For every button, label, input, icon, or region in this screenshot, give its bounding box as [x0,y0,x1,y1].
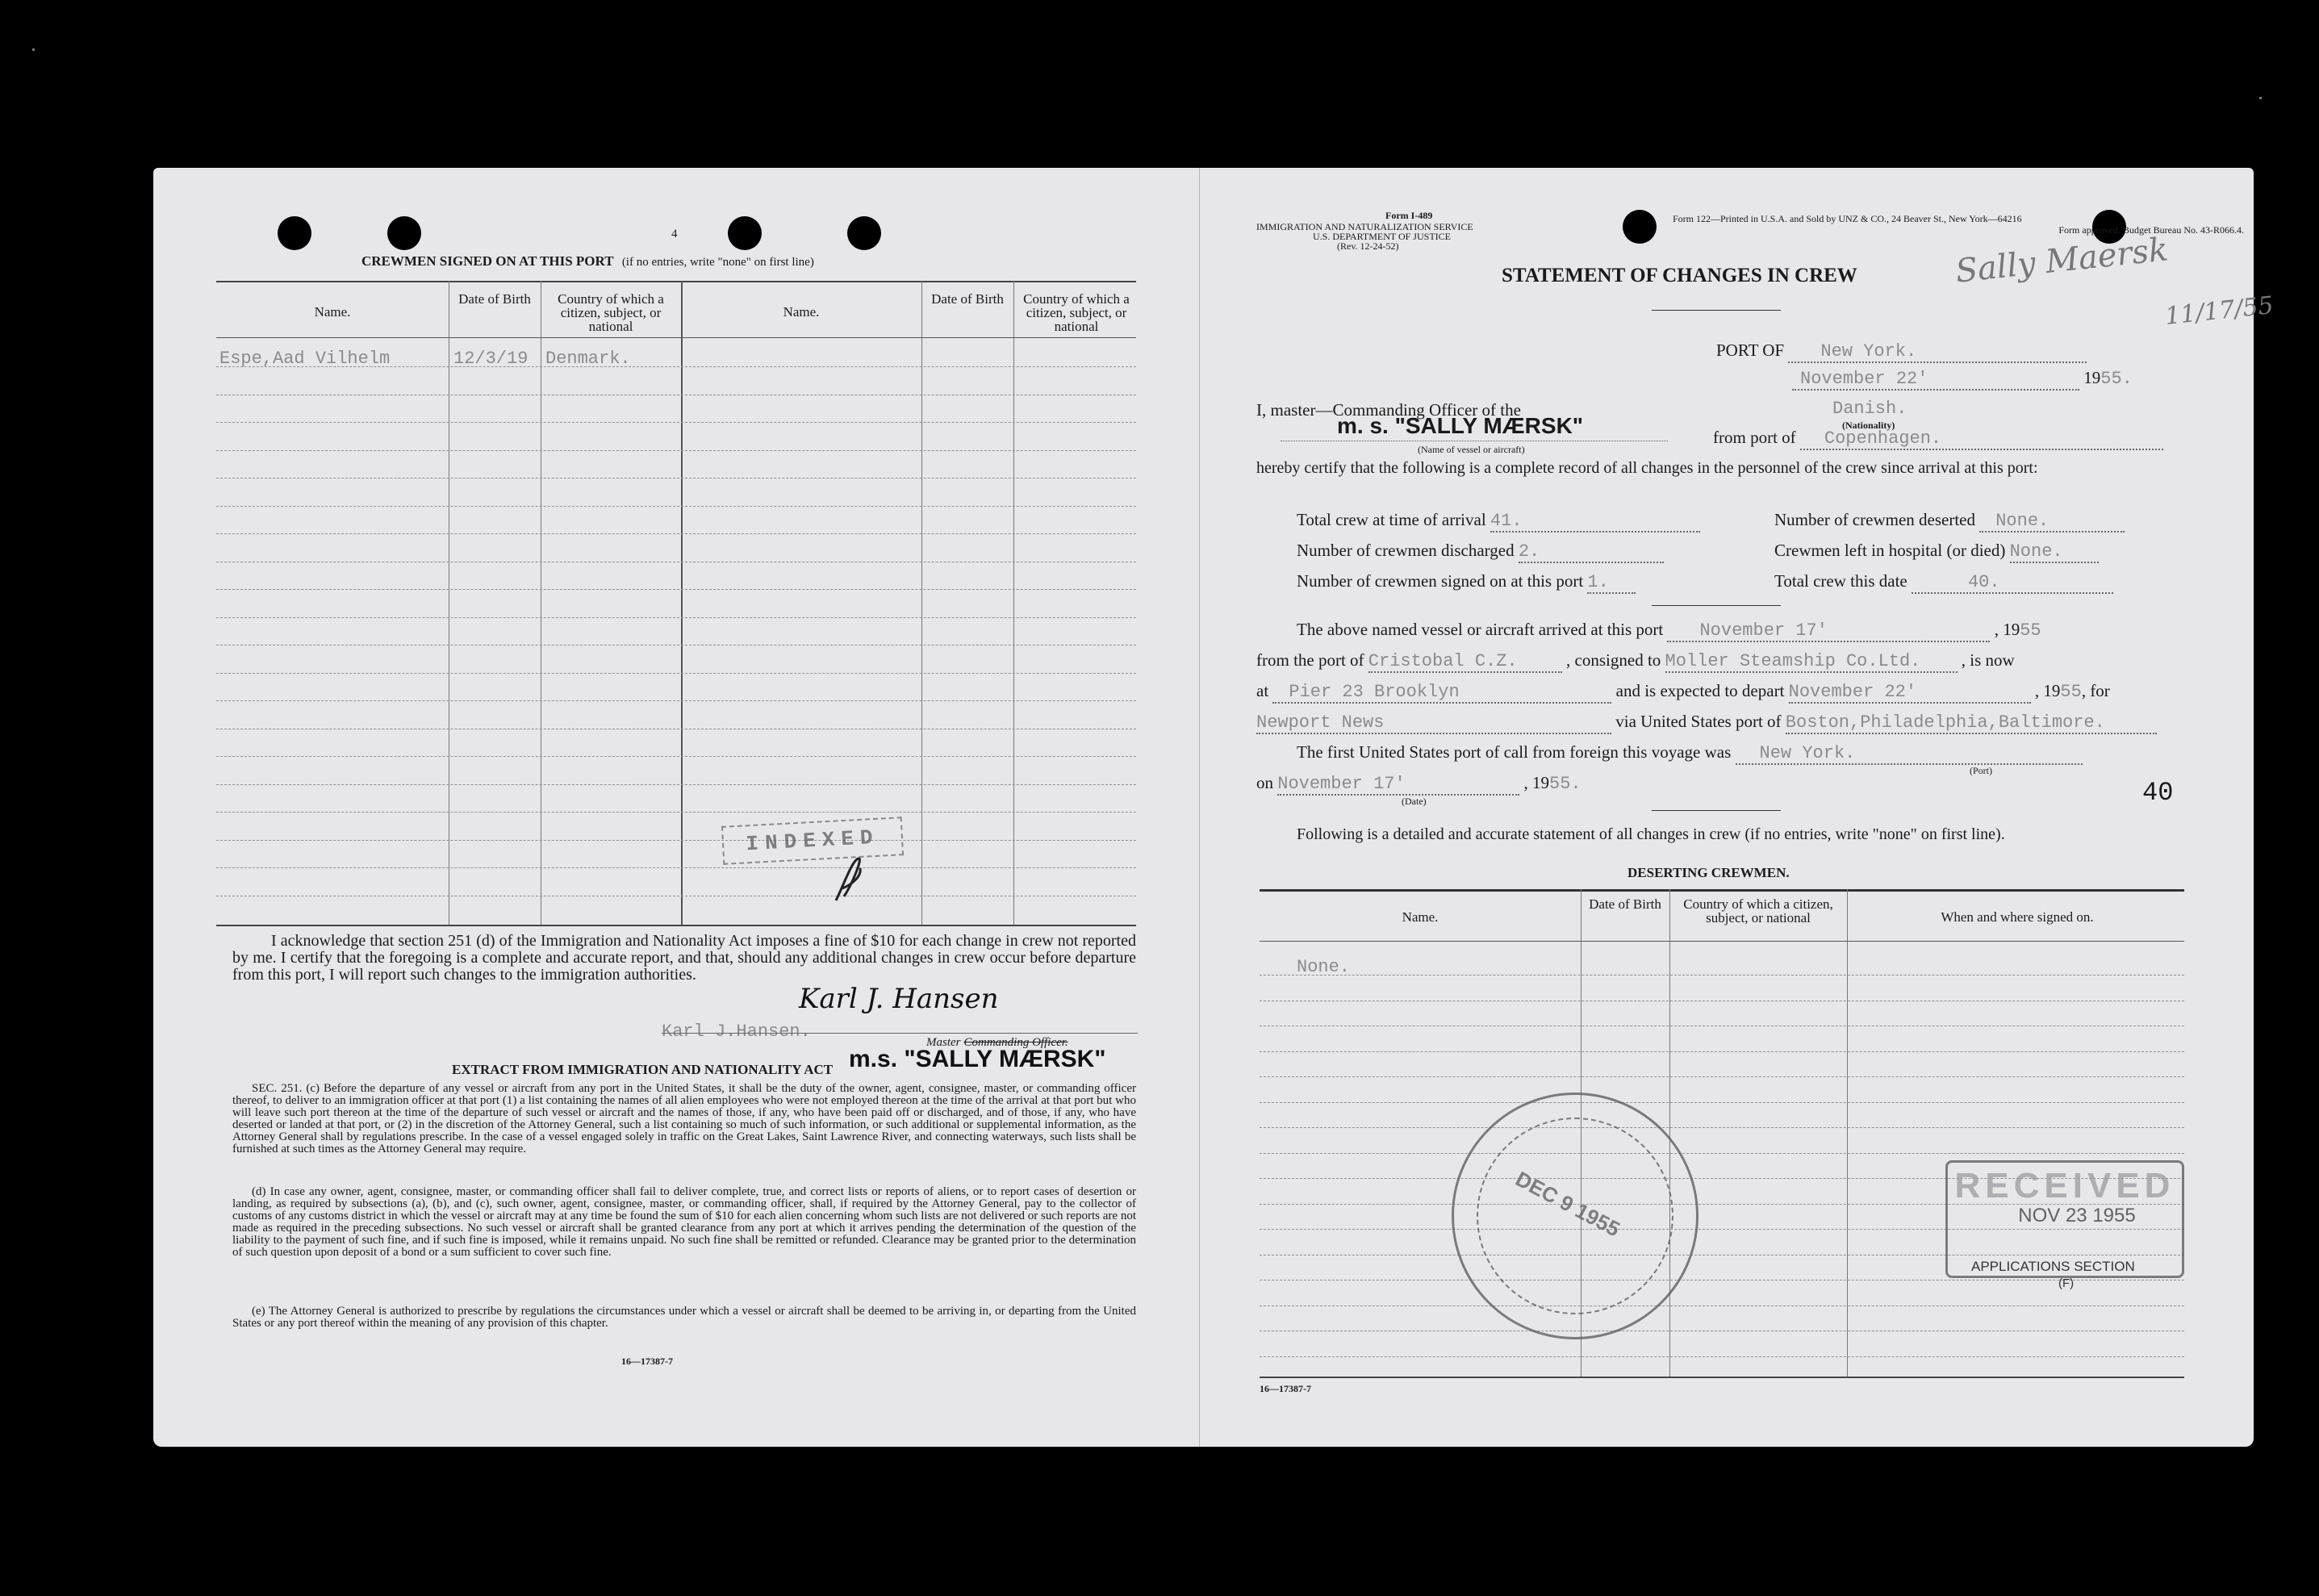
separator-rule [1652,810,1781,811]
col-divider [1013,281,1014,925]
hospital-line [1774,541,2099,563]
on-label: on [1256,773,1273,792]
punch-hole [728,216,762,250]
deserting-bottom-rule [1260,1377,2184,1378]
deserting-col-dob: Date of Birth [1589,896,1661,912]
budget-note: Form approved. Budget Bureau No. 43-R066.4. [2058,224,2244,236]
row-rule [216,867,1136,868]
vessel-caption: (Name of vessel or aircraft) [1418,444,1525,455]
sec-251-c: SEC. 251. (c) Before the departure of any vessel or aircraft from any port in the United States, it shall be the duty of the owner, agent, consignee, master, or commanding officer thereof, to deliver to an immigration officer at that port (1) a list containing the names of all alien employees who were not employed thereon at the time of the arrival at that port but who will leave such port thereon at the time of the departure of such vessel or aircraft and the names of those, if any, who have been paid off or discharged, and of those, if any, who have deserted or landed at that port, or (2) in the discretion of the Attorney General, such a list containing so much of such information, or such additional or supplemental information, as the Attorney General shall by regulations prescribe. In the case of a vessel engaged solely in traffic on the Great Lakes, Saint Lawrence River, and connecting waterways, such lists shall be furnished at such times as the Attorney General may require. [232,1082,1136,1155]
consigned-value: Moller Steamship Co.Ltd. [1665,651,1958,673]
header-rule [216,337,1136,338]
col-divider [1847,889,1848,1377]
for-value: Newport News [1256,712,1611,734]
row-rule [1260,1280,2184,1281]
on-year: 55. [1549,774,1582,794]
on-value: November 17' [1277,774,1519,796]
is-now: is now [1970,650,2015,670]
total-arrival-value: 41. [1490,511,1700,533]
row-rule [1260,1102,2184,1103]
col-header-country: Country of which a citizen, subject, or national [1023,291,1130,334]
extract-title: EXTRACT FROM IMMIGRATION AND NATIONALITY ACT [452,1062,834,1077]
expected-year: 55 [2060,682,2082,702]
from-port-label: from port of [1713,428,1796,447]
from-port-value: Copenhagen. [1800,428,2163,450]
row-rule [216,756,1136,757]
date-line [1792,368,2133,391]
arrived-line: The above named vessel or aircraft arrived at this port November 17' , 1955 [1297,620,2041,641]
applications-sub: (F) [2058,1276,2075,1290]
via-label: via United States port of [1615,712,1782,731]
master-line: I, master—Commanding Officer of the [1256,400,1521,420]
table-bottom-rule [216,925,1136,926]
discharged-value: 2. [1519,541,1664,563]
handwritten-40: 40 [2142,778,2174,808]
col-header-dob: Date of Birth [458,291,531,307]
typed-signature: Karl J.Hansen. [662,1022,811,1042]
entry-country: Denmark. [545,349,631,369]
row-rule [1260,1051,2184,1052]
handwritten-date: 11/17/55 [2163,291,2275,331]
deserting-col-signed-on: When and where signed on. [1941,909,2094,925]
department: U.S. DEPARTMENT OF JUSTICE [1313,231,1451,242]
hospital-value: None. [2010,541,2099,563]
deserting-col-name: Name. [1402,909,1439,925]
punch-hole [278,216,311,250]
nationality-value: Danish. [1832,399,1907,419]
from-the-port-value: Cristobal C.Z. [1368,651,1562,673]
deserting-header-rule [1260,941,2184,942]
deserted-label: Number of crewmen deserted [1774,510,1975,529]
deserted-value: None. [1979,511,2125,533]
sec-251-d: (d) In case any owner, agent, consignee, master, or commanding officer shall fail to deliver complete, true, and correct lists or reports of aliens, or to report cases of desertion or landing, as required by subsections (a), (b), and (c), such owner, agent, consignee, master, or commanding officer, shall, if required by the Attorney General, pay to the collector of customs of any customs district in which the vessel or aircraft may at any time be found the sum of $10 for each alien concerning whom such lists are not delivered or such reports are not made as required in the preceding subsections. No such vessel or aircraft shall be granted clearance from any port at which it arrives pending the determination of the question of the liability to the payment of such fine, and if such fine is imposed, while it remains unpaid. No such fine shall be remitted or refunded. Clearance may be granted prior to the determination of such question upon deposit of a bond or a sum sufficient to cover such fine. [232,1185,1136,1259]
entry-dob: 12/3/19 [453,349,529,369]
punch-hole [1623,210,1657,244]
agency: IMMIGRATION AND NATURALIZATION SERVICE [1256,221,1473,232]
row-rule [1260,1153,2184,1154]
row-rule [216,589,1136,590]
section-title [361,253,814,269]
print-code: 16—17387-7 [621,1356,673,1367]
vessel-stamp: m.s. "SALLY MÆRSK" [849,1046,1106,1072]
on-line: on November 17' , 1955. [1256,773,1582,794]
date-caption: (Date) [1402,796,1427,807]
total-this-date-line [1774,571,2113,594]
total-arrival-label: Total crew at time of arrival [1297,510,1486,529]
port-value: New York. [1788,341,2087,363]
row-rule [216,700,1136,701]
sec-251-e: (e) The Attorney General is authorized to prescribe by regulations the circumstances under which a vessel or aircraft shall be deemed to be arriving in, or departing from the United States or any port thereof within the meaning of any provision of this chapter. [232,1305,1136,1330]
handwritten-signature: Karl J. Hansen [799,983,999,1015]
year-value: 55. [2100,369,2133,389]
total-this-date-label: Total crew this date [1774,571,1907,591]
year-prefix: 19 [2083,368,2101,387]
col-header-dob: Date of Birth [931,291,1004,307]
row-rule [216,450,1136,451]
port-label: PORT OF [1716,341,1785,360]
postmark-stamp [1452,1093,1699,1339]
at-line: at Pier 23 Brooklyn and is expected to depart November 22' , 1955, for [1256,681,2110,702]
entry-name: Espe,Aad Vilhelm [219,349,391,369]
port-caption: (Port) [1970,765,1992,776]
vessel-name: m. s. "SALLY MÆRSK" [1337,413,1584,438]
handwritten-vessel-name: Sally Maersk [1953,231,2171,290]
deserting-title: DESERTING CREWMEN. [1627,865,1790,880]
revision: (Rev. 12-24-52) [1337,240,1399,252]
table-top-rule [216,281,1136,282]
row-rule [216,533,1136,534]
separator-rule [1652,605,1781,606]
first-port-value: New York. [1736,743,2083,765]
section-title-text: CREWMEN SIGNED ON AT THIS PORT [361,253,614,269]
speck [32,48,35,51]
discharged-line [1297,541,1664,563]
expected-label: and is expected to depart [1615,681,1785,700]
signed-on-line [1297,571,1636,594]
expected-value: November 22' [1789,682,2031,704]
col-divider [681,281,683,925]
via-line [1256,712,2157,734]
first-port-line [1297,742,2083,765]
speck [2259,97,2262,99]
row-rule [1260,1076,2184,1077]
initials-mark [828,852,868,909]
right-page [1199,168,2275,1447]
print-code: 16—17387-7 [1260,1383,1311,1394]
hospital-label: Crewmen left in hospital (or died) [1774,541,2006,560]
total-this-date-value: 40. [1912,572,2113,594]
page-number: 4 [671,228,678,240]
from-port-line [1713,428,2163,450]
postmark-date: DEC 9 1955 [1511,1166,1624,1242]
deserted-line [1774,510,2125,533]
date-value: November 22' [1792,369,2079,391]
title-rule [1652,310,1781,311]
deserting-top-rule [1260,889,2184,892]
signed-on-value: 1. [1587,572,1636,594]
arrived-year: 55 [2020,620,2041,641]
punch-hole [387,216,421,250]
port-line [1716,341,2087,363]
punch-hole [847,216,881,250]
signature-line [662,1033,1138,1034]
row-rule [216,422,1136,423]
following-text: Following is a detailed and accurate statement of all changes in crew (if no entries, write "none" on first line). [1297,825,2005,843]
arrived-label: The above named vessel or aircraft arrived at this port [1297,620,1664,639]
indexed-stamp: INDEXED [721,817,904,865]
at-value: Pier 23 Brooklyn [1272,682,1611,704]
col-header-name: Name. [314,304,351,320]
applications-section: APPLICATIONS SECTION [1971,1259,2135,1274]
row-rule [1260,1356,2184,1357]
row-rule [216,840,1136,841]
via-value: Boston,Philadelphia,Baltimore. [1786,712,2157,734]
row-rule [216,506,1136,507]
row-rule [216,673,1136,674]
discharged-label: Number of crewmen discharged [1297,541,1515,560]
for-label: for [2090,681,2110,700]
printer-note: Form 122—Printed in U.S.A. and Sold by UNZ & CO., 24 Beaver St., New York—64216 [1673,213,2022,224]
total-arrival-line [1297,510,1700,533]
nationality-label: (Nationality) [1842,420,1895,431]
row-rule [216,645,1136,646]
row-rule [216,812,1136,813]
first-port-label: The first United States port of call from foreign this voyage was [1297,742,1732,762]
acknowledgment: I acknowledge that section 251 (d) of the Immigration and Nationality Act imposes a fine of $10 for each change in crew not reported by me. I certify that the foregoing is a complete and accurate report, and that, should any additional changes in crew occur before departure from this port, I will report such changes to the immigration authorities. [232,932,1136,984]
certify-text: hereby certify that the following is a complete record of all changes in the personnel of the crew since arrival at this port: [1256,459,2038,477]
row-rule [216,366,1136,367]
row-rule [1260,975,2184,976]
signed-on-label: Number of crewmen signed on at this port [1297,571,1584,591]
received-date: NOV 23 1955 [2018,1205,2136,1226]
col-divider [1669,889,1670,1377]
row-rule [216,784,1136,785]
left-page [153,168,1199,1447]
col-header-name: Name. [783,304,820,320]
from-the-port-label: from the port of [1256,650,1364,670]
at-label: at [1256,681,1269,700]
col-divider [921,281,922,925]
row-rule [216,617,1136,618]
consigned-label: consigned to [1574,650,1661,670]
form-title: STATEMENT OF CHANGES IN CREW [1502,265,1857,286]
received-text: RECEIVED [1954,1166,2175,1205]
deserting-entry: None. [1297,957,1351,977]
commanding-officer-struck: Commanding Officer. [963,1036,1068,1049]
row-rule [1260,1127,2184,1128]
arrived-value: November 17' [1667,620,1990,642]
master-text: Master [926,1036,961,1049]
form-number: Form I-489 [1385,210,1433,221]
section-note: (if no entries, write "none" on first line) [621,256,814,269]
deserting-col-country: Country of which a citizen, subject, or national [1683,896,1833,925]
col-header-country: Country of which a citizen, subject, or national [558,291,664,334]
from-the-port-line: from the port of Cristobal C.Z. , consigned to Moller Steamship Co.Ltd. , is now [1256,650,2015,671]
